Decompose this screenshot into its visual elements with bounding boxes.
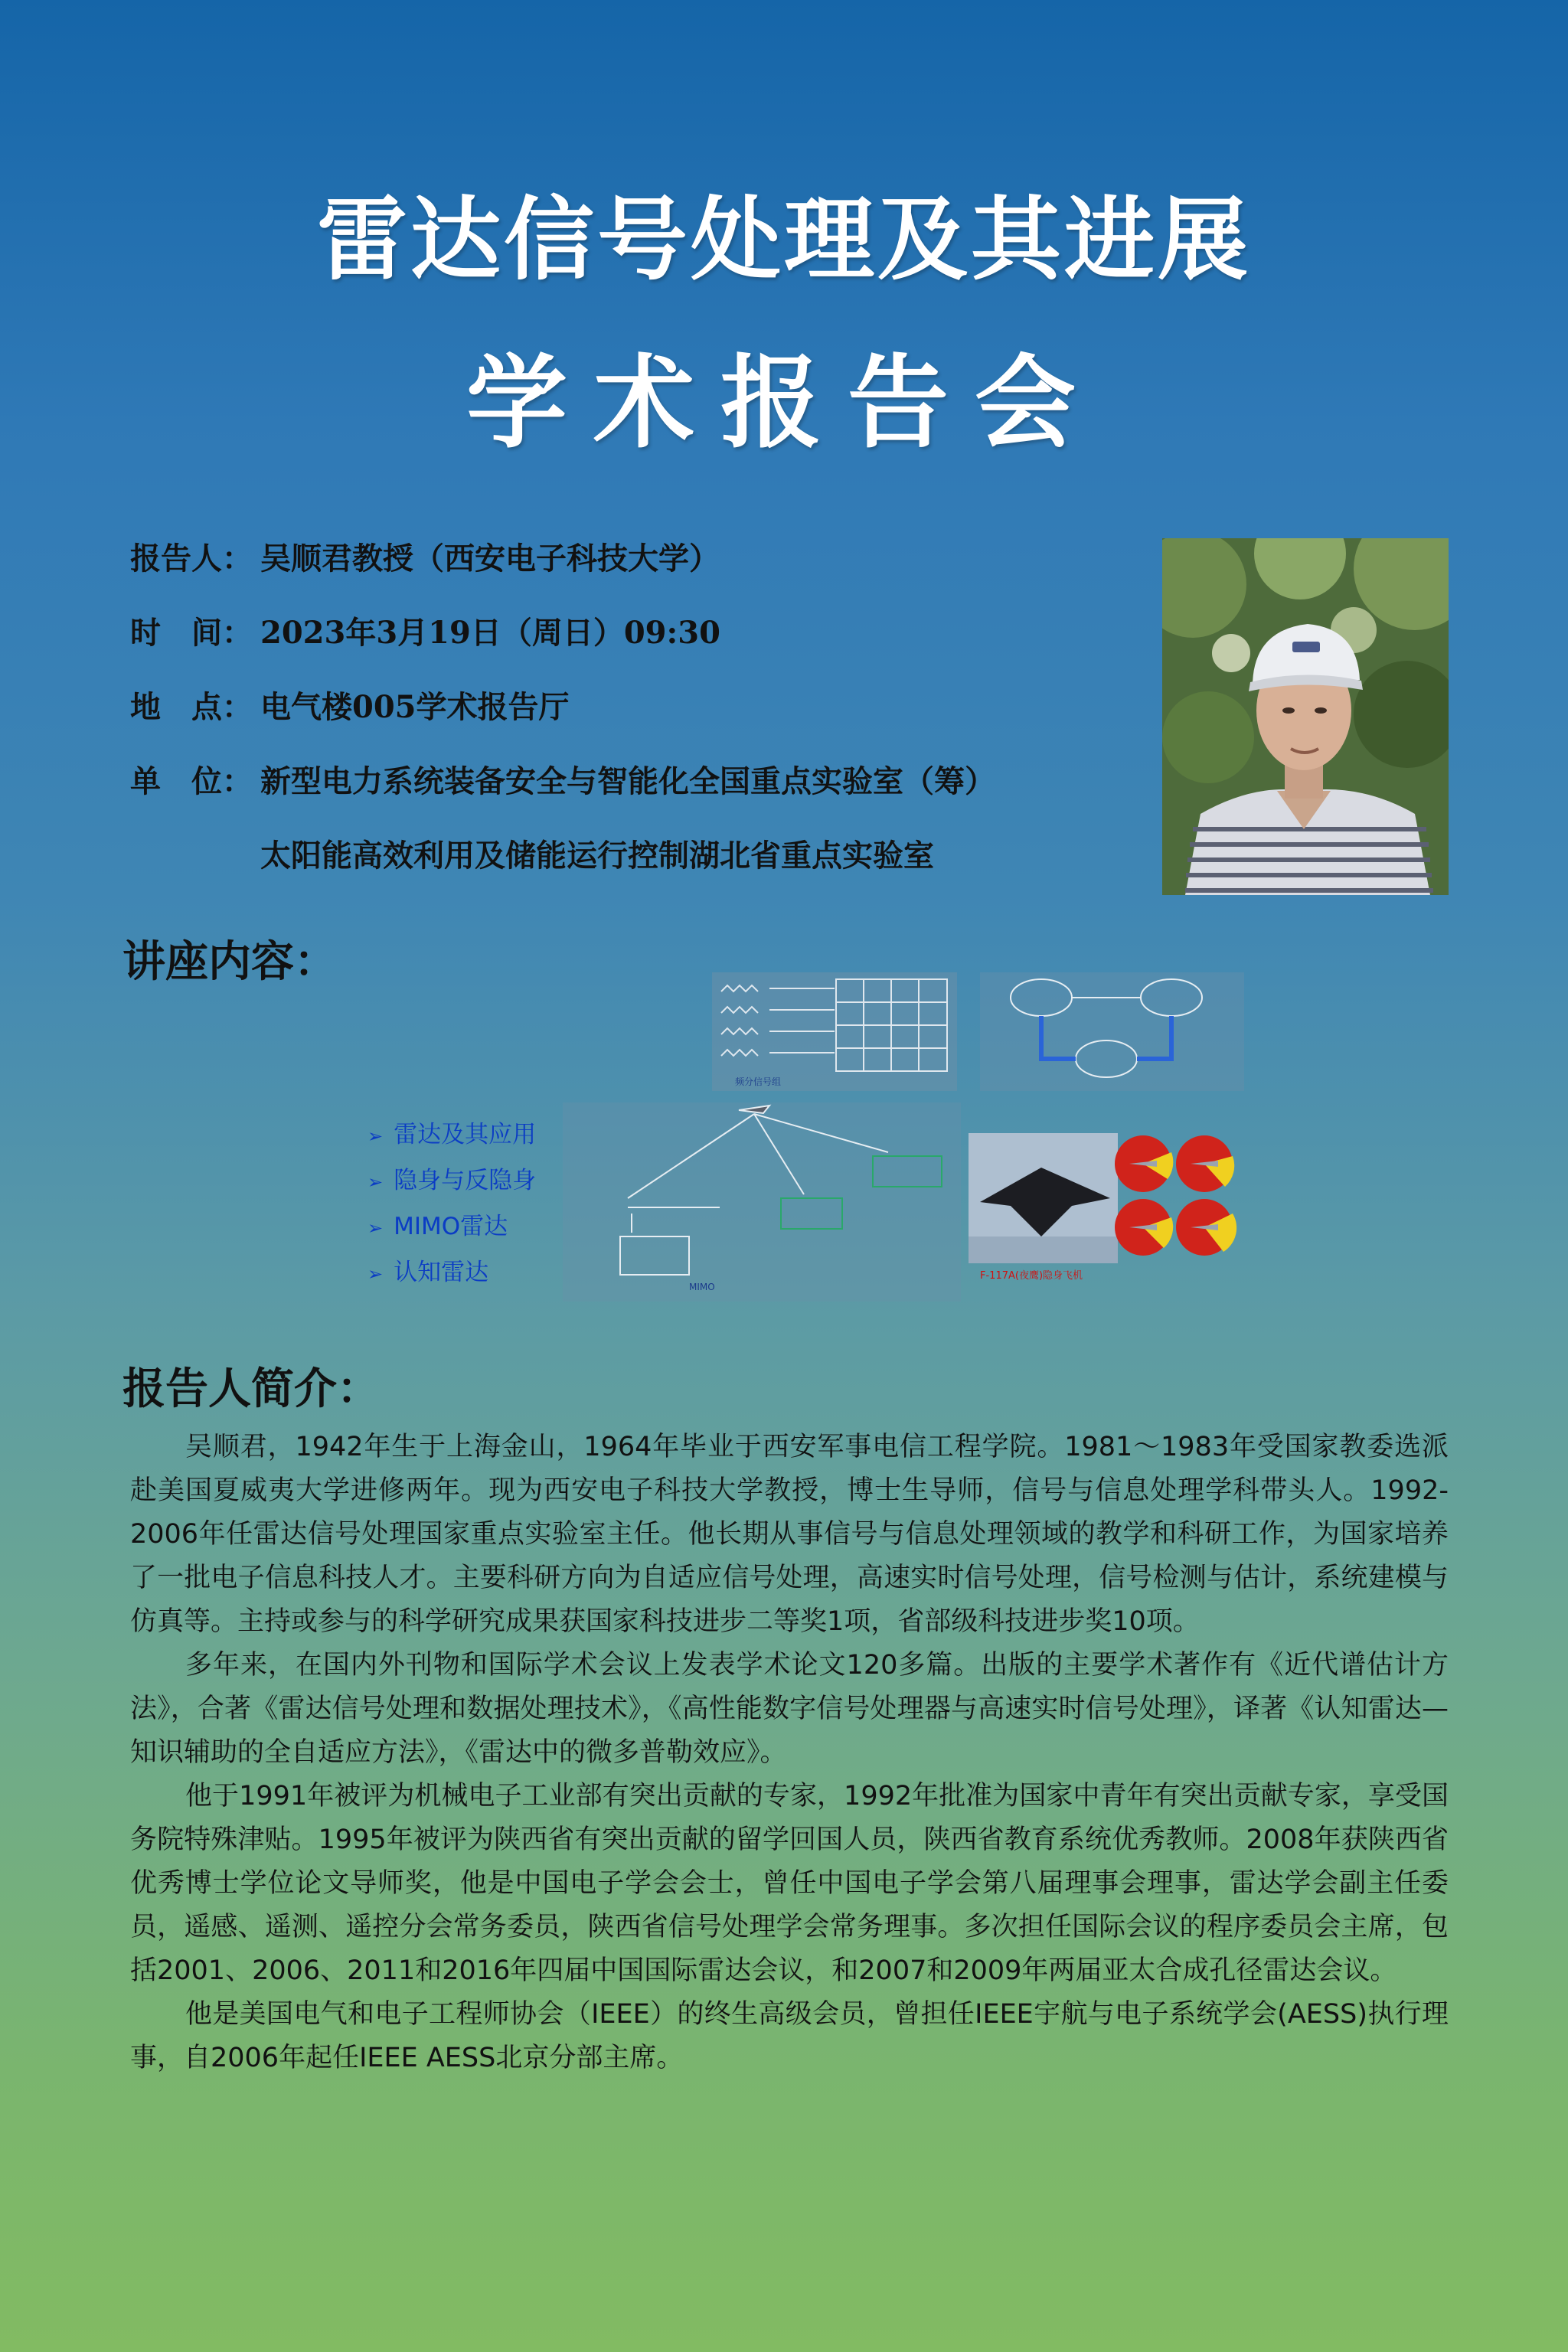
topic-item <box>368 1112 536 1158</box>
arrow-bullet-icon: ➢ <box>368 1125 384 1147</box>
unit-value-1: 新型电力系统装备安全与智能化全国重点实验室（筹） <box>260 763 995 799</box>
speaker-label: 报告人： <box>130 541 253 577</box>
stealth-aircraft-photo <box>969 1133 1118 1282</box>
bio-paragraph: 多年来，在国内外刊物和国际学术会议上发表学术论文120多篇。出版的主要学术著作有《近代谱估计方法》，合著《雷达信号处理和数据处理技术》，《高性能数字信号处理器与高速实时信号处理》，译著《认知雷达—知识辅助的全自适应方法》，《雷达中的微多普勒效应》。 <box>130 1650 1449 1768</box>
topic-item <box>368 1158 536 1204</box>
bio-text <box>130 1426 1449 2080</box>
topic-item <box>368 1250 536 1295</box>
stealth-geometry-panel <box>563 1102 961 1302</box>
topic-label: MIMO雷达 <box>394 1213 508 1240</box>
bio-paragraph: 他是美国电气和电子工程师协会（IEEE）的终生高级会员，曾担任IEEE宇航与电子系统学会(AESS)执行理事，自2006年起任IEEE AESS北京分部主席。 <box>130 1999 1449 2073</box>
lecture-heading: 讲座内容： <box>122 937 337 987</box>
topic-label: 隐身与反隐身 <box>394 1167 537 1194</box>
bio-paragraph: 吴顺君，1942年生于上海金山，1964年毕业于西安军事电信工程学院。1981～1983年受国家教委选派赴美国夏威夷大学进修两年。现为西安电子科技大学教授，博士生导师，信号与信息处理学科带头人。1992-2006年任雷达信号处理国家重点实验室主任。他长期从事信号与信息处理领域的教学和科研工作，为国家培养了一批电子信息科技人才。主要科研方向为自适应信号处理，高速实时信号处理，信号检测与估计，系统建模与仿真等。主持或参与的科学研究成果获国家科技进步二等奖1项，省部级科技进步奖10项。 <box>130 1432 1449 1637</box>
rx-caption: MIMO <box>689 1282 715 1292</box>
arrow-bullet-icon: ➢ <box>368 1171 384 1193</box>
speaker-photo <box>1162 538 1449 895</box>
time-row <box>130 609 720 652</box>
aircraft-caption: F-117A(夜鹰)隐身飞机 <box>980 1270 1083 1282</box>
mimo-waveform-panel <box>712 972 957 1091</box>
lecture-diagram-collage <box>551 969 1271 1305</box>
topic-list <box>368 1112 536 1295</box>
rcs-polar-plots <box>1115 1135 1236 1256</box>
topic-item <box>368 1204 536 1250</box>
arrow-bullet-icon: ➢ <box>368 1263 384 1285</box>
speaker-portrait-illustration <box>1162 538 1449 895</box>
unit-label: 单 位： <box>130 763 253 799</box>
tx-caption: 频分信号组 <box>735 1076 782 1087</box>
topic-label: 认知雷达 <box>394 1259 489 1286</box>
poster-subtitle: 学术报告会 <box>466 345 1102 462</box>
place-value: 电气楼005学术报告厅 <box>260 689 570 725</box>
unit-row-2 <box>260 831 934 875</box>
unit-row <box>130 757 995 801</box>
time-label: 时 间： <box>130 615 253 651</box>
time-value: 2023年3月19日（周日）09:30 <box>260 615 720 651</box>
place-row <box>130 683 570 727</box>
place-label: 地 点： <box>130 689 253 725</box>
speaker-value: 吴顺君教授（西安电子科技大学） <box>260 541 720 577</box>
cognitive-loop-panel <box>980 972 1244 1091</box>
unit-value-2: 太阳能高效利用及储能运行控制湖北省重点实验室 <box>260 838 934 874</box>
arrow-bullet-icon: ➢ <box>368 1217 384 1239</box>
topic-label: 雷达及其应用 <box>394 1121 537 1148</box>
speaker-row <box>130 534 720 578</box>
bio-paragraph: 他于1991年被评为机械电子工业部有突出贡献的专家，1992年批准为国家中青年有突出贡献专家，享受国务院特殊津贴。1995年被评为陕西省有突出贡献的留学回国人员，陕西省教育系统优秀教师。2008年获陕西省优秀博士学位论文导师奖，他是中国电子学会会士，曾任中国电子学会第八届理事会理事，雷达学会副主任委员，遥感、遥测、遥控分会常务委员，陕西省信号处理学会常务理事。多次担任国际会议的程序委员会主席，包括2001、2006、2011和2016年四届中国国际雷达会议，和2007和2009年两届亚太合成孔径雷达会议。 <box>130 1781 1449 1986</box>
poster-title: 雷达信号处理及其进展 <box>316 186 1251 292</box>
bio-heading: 报告人简介： <box>122 1364 380 1414</box>
